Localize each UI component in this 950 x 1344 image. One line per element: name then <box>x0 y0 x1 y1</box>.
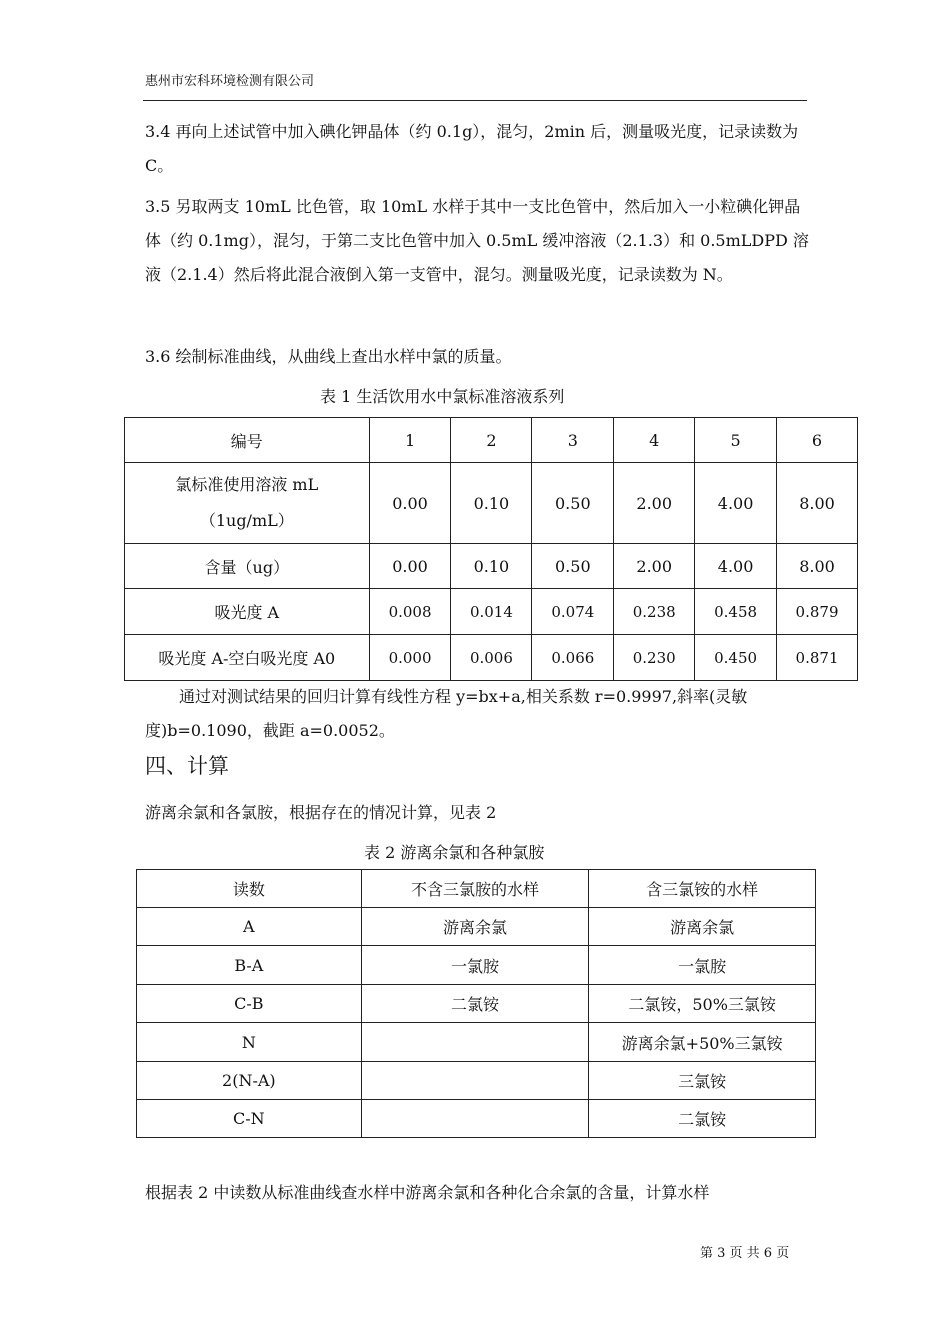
table2-row <box>137 1062 816 1100</box>
table2-row <box>137 908 816 946</box>
table1-row <box>125 544 858 589</box>
table1-cell: 0.006 <box>451 635 532 681</box>
table1-row <box>125 418 858 463</box>
table1-cell: 0.879 <box>777 589 858 635</box>
closing-paragraph: 根据表 2 中读数从标准曲线查水样中游离余氯和各种化合余氯的含量，计算水样 <box>145 1183 710 1202</box>
table1-label-cell: 氯标准使用溶液 mL （1ug/mL） <box>125 463 370 544</box>
header-divider <box>143 100 807 101</box>
section-title: 四、计算 <box>145 754 229 778</box>
table1-cell: 2.00 <box>614 463 695 544</box>
table1-cell: 8.00 <box>777 544 858 589</box>
table1-label-cell: 吸光度 A-空白吸光度 A0 <box>125 635 370 681</box>
table1-cell: 0.50 <box>532 463 614 544</box>
table2-cell: 二氯铵 <box>361 985 589 1023</box>
table2-cell <box>361 1062 589 1100</box>
page-number: 第 3 页 共 6 页 <box>700 1246 790 1261</box>
table2-caption: 表 2 游离余氯和各种氯胺 <box>364 843 545 862</box>
table1-label-cell: 编号 <box>125 418 370 463</box>
table2-cell: 游离余氯 <box>361 908 589 946</box>
paragraph-3-4: 3.4 再向上述试管中加入碘化钾晶体（约 0.1g），混匀，2min 后，测量吸光度，记录读数为 C。 <box>145 122 799 175</box>
table1-cell: 0.450 <box>695 635 777 681</box>
table1-cell: 0.066 <box>532 635 614 681</box>
table1-cell: 2.00 <box>614 544 695 589</box>
table2-cell <box>361 1023 589 1062</box>
table2-header: 读数 <box>137 870 362 908</box>
table2-cell: 游离余氯+50%三氯铵 <box>589 1023 816 1062</box>
table1-label-cell: 吸光度 A <box>125 589 370 635</box>
table2-row <box>137 985 816 1023</box>
table2-header-row <box>137 870 816 908</box>
table2-cell: 二氯铵，50%三氯铵 <box>589 985 816 1023</box>
table1-caption: 表 1 生活饮用水中氯标准溶液系列 <box>320 387 565 406</box>
table1-row <box>125 635 858 681</box>
table2-row <box>137 1100 816 1138</box>
table2-cell: 二氯铵 <box>589 1100 816 1138</box>
table2-cell: B-A <box>137 946 362 985</box>
table2-cell <box>361 1100 589 1138</box>
table1-cell: 0.50 <box>532 544 614 589</box>
table2-cell: C-B <box>137 985 362 1023</box>
table1-cell: 0.458 <box>695 589 777 635</box>
table1-cell: 2 <box>451 418 532 463</box>
table1-cell: 8.00 <box>777 463 858 544</box>
table1-label-cell: 含量（ug） <box>125 544 370 589</box>
paragraph-3-5: 3.5 另取两支 10mL 比色管，取 10mL 水样于其中一支比色管中，然后加入一小粒碘化钾晶体（约 0.1mg），混匀，于第二支比色管中加入 0.5mL 缓冲溶液（2.1.3）和 0.5mLDPD 溶液（2.1.4）然后将此混合液倒入第一支管中，混匀。测量吸光度，记录读数为 N。 <box>145 197 809 284</box>
table2-cell: 一氯胺 <box>589 946 816 985</box>
table2-row <box>137 1023 816 1062</box>
table1-row <box>125 589 858 635</box>
table2-cell: 游离余氯 <box>589 908 816 946</box>
table1-cell: 4.00 <box>695 463 777 544</box>
table1-cell: 0.238 <box>614 589 695 635</box>
table1-cell: 0.10 <box>451 544 532 589</box>
table1-cell: 0.00 <box>369 463 451 544</box>
company-header: 惠州市宏科环境检测有限公司 <box>145 74 315 89</box>
table1-cell: 0.014 <box>451 589 532 635</box>
table2-header: 含三氯铵的水样 <box>589 870 816 908</box>
table1-cell: 3 <box>532 418 614 463</box>
table2-cell: 一氯胺 <box>361 946 589 985</box>
table2-cell: A <box>137 908 362 946</box>
table1-cell: 0.230 <box>614 635 695 681</box>
table1-cell: 0.000 <box>369 635 451 681</box>
table1-cell: 1 <box>369 418 451 463</box>
table1-cell: 4 <box>614 418 695 463</box>
table1-cell: 5 <box>695 418 777 463</box>
regression-paragraph: 通过对测试结果的回归计算有线性方程 y=bx+a,相关系数 r=0.9997,斜率(灵敏度)b=0.1090，截距 a=0.0052。 <box>145 687 748 740</box>
table2-cell: 三氯铵 <box>589 1062 816 1100</box>
table1-cell: 0.871 <box>777 635 858 681</box>
table1-cell: 0.008 <box>369 589 451 635</box>
table2-cell: C-N <box>137 1100 362 1138</box>
table1-cell: 0.074 <box>532 589 614 635</box>
table1-cell: 6 <box>777 418 858 463</box>
table2-header: 不含三氯胺的水样 <box>361 870 589 908</box>
table2-cell: N <box>137 1023 362 1062</box>
table1-row <box>125 463 858 544</box>
table1-cell: 0.10 <box>451 463 532 544</box>
table2-row <box>137 946 816 985</box>
table1-cell: 0.00 <box>369 544 451 589</box>
chloramine-table <box>136 869 816 1138</box>
paragraph-3-6: 3.6 绘制标准曲线，从曲线上查出水样中氯的质量。 <box>145 347 512 366</box>
table2-cell: 2(N-A) <box>137 1062 362 1100</box>
table1-cell: 4.00 <box>695 544 777 589</box>
standard-solution-table <box>124 417 858 681</box>
intro-paragraph: 游离余氯和各氯胺，根据存在的情况计算，见表 2 <box>145 803 497 822</box>
